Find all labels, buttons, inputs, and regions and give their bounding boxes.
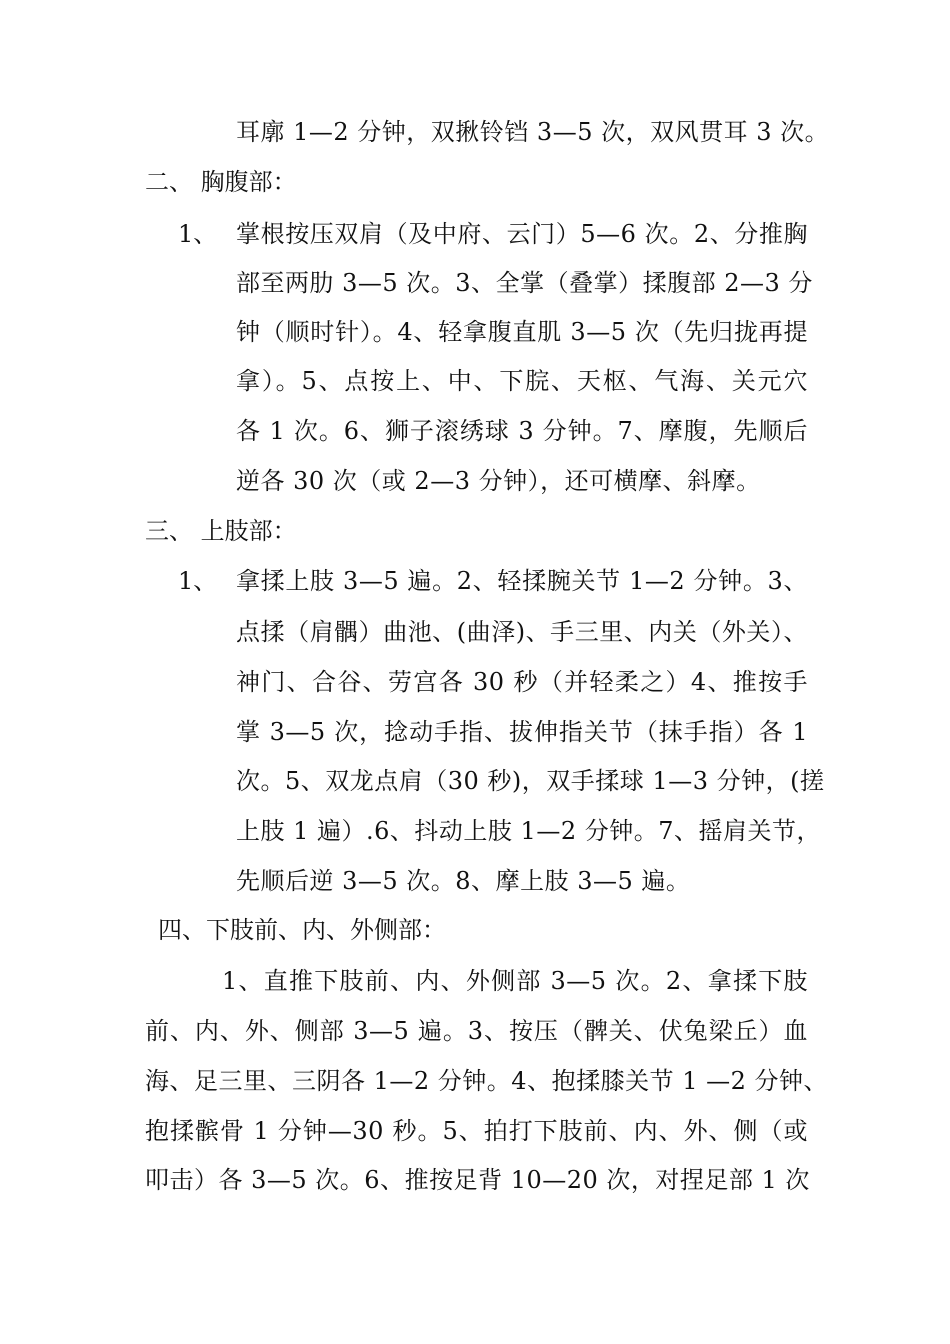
text-line: 拿揉上肢 3—5 遍。2、轻揉腕关节 1—2 分钟。3、: [236, 567, 808, 595]
text-line: 耳廓 1—2 分钟，双揪铃铛 3—5 次，双风贯耳 3 次。: [236, 118, 830, 146]
text-line: 点揉（肩髃）曲池、(曲泽)、手三里、内关（外关）、: [236, 618, 808, 646]
text-line: 各 1 次。6、狮子滚绣球 3 分钟。7、摩腹，先顺后: [236, 417, 808, 445]
text-line: 掌 3—5 次，捻动手指、拔伸指关节（抹手指）各 1: [236, 718, 808, 746]
text-line: 逆各 30 次（或 2—3 分钟），还可横摩、斜摩。: [236, 467, 761, 495]
text-line: 神门、合谷、劳宫各 30 秒（并轻柔之）4、推按手: [236, 668, 808, 696]
list-number: 1、: [178, 567, 218, 595]
section-heading-chest-abdomen: 二、 胸腹部：: [145, 168, 297, 196]
text-line: 部至两肋 3—5 次。3、全掌（叠掌）揉腹部 2—3 分: [236, 269, 813, 297]
text-line: 掌根按压双肩（及中府、云门）5—6 次。2、分推胸: [236, 220, 808, 248]
text-line: 1、直推下肢前、内、外侧部 3—5 次。2、拿揉下肢: [222, 967, 808, 995]
section-heading-upper-limb: 三、 上肢部：: [145, 517, 297, 545]
text-line: 前、内、外、侧部 3—5 遍。3、按压（髀关、伏兔梁丘）血: [145, 1017, 808, 1045]
text-line: 先顺后逆 3—5 次。8、摩上肢 3—5 遍。: [236, 867, 691, 895]
section-heading-lower-limb: 四、下肢前、内、外侧部：: [158, 916, 446, 944]
list-number: 1、: [178, 220, 218, 248]
text-line: 上肢 1 遍）.6、抖动上肢 1—2 分钟。7、摇肩关节，: [236, 817, 821, 845]
text-line: 海、足三里、三阴各 1—2 分钟。4、抱揉膝关节 1 —2 分钟、: [145, 1067, 828, 1095]
text-line: 次。5、双龙点肩（30 秒)，双手揉球 1—3 分钟，(搓: [236, 767, 825, 795]
text-line: 抱揉髌骨 1 分钟—30 秒。5、拍打下肢前、内、外、侧（或: [145, 1117, 808, 1145]
text-line: 拿）。5、点按上、中、下脘、天枢、气海、关元穴: [236, 367, 808, 395]
text-line: 叩击）各 3—5 次。6、推按足背 10—20 次，对捏足部 1 次: [145, 1166, 810, 1194]
text-line: 钟（顺时针）。4、轻拿腹直肌 3—5 次（先归拢再提: [236, 318, 808, 346]
